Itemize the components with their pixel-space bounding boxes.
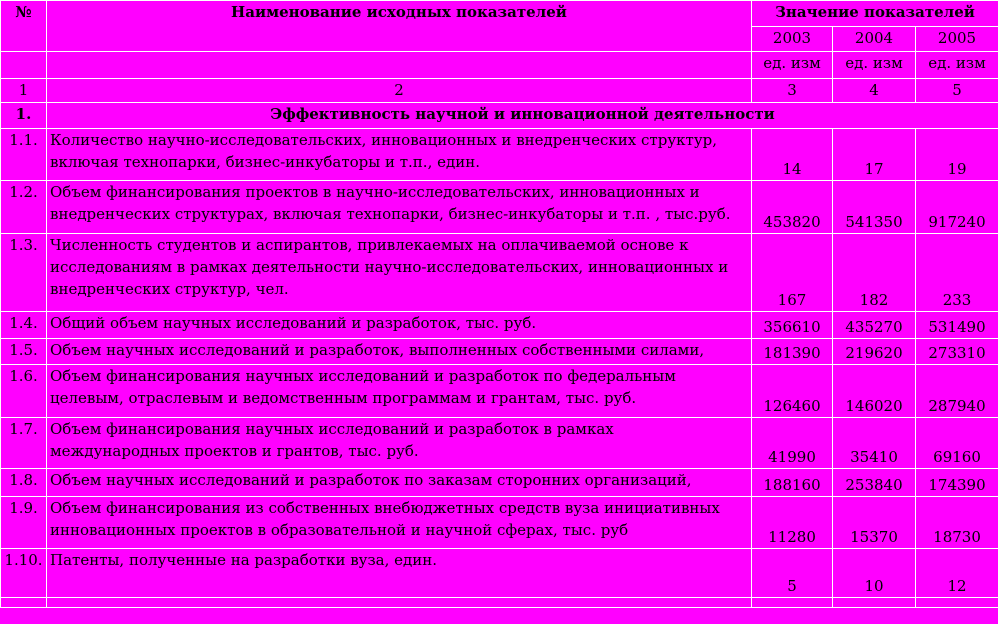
value-2005: 917240 bbox=[916, 181, 998, 234]
table-row-empty bbox=[1, 598, 998, 608]
value-2004: 219620 bbox=[833, 339, 916, 365]
header-no: № bbox=[1, 1, 47, 52]
table-row bbox=[1, 181, 998, 234]
value-2003: 453820 bbox=[752, 181, 833, 234]
row-description-line: исследованиям в рамках деятельности научно-исследовательских, инновационных и bbox=[50, 258, 729, 276]
year-2004: 2004 bbox=[833, 27, 916, 52]
row-description bbox=[47, 181, 752, 234]
index-5: 5 bbox=[916, 79, 998, 103]
row-description bbox=[47, 234, 752, 312]
row-description bbox=[47, 339, 752, 365]
row-description-line: Объем научных исследований и разработок, выполненных собственными силами, bbox=[50, 341, 705, 359]
value-2005: 69160 bbox=[916, 418, 998, 469]
row-number: 1.1. bbox=[1, 129, 47, 181]
units-row bbox=[1, 52, 998, 79]
row-description bbox=[47, 469, 752, 497]
value-2003: 11280 bbox=[752, 497, 833, 549]
row-description-line: Количество научно-исследовательских, инновационных и внедренческих структур, bbox=[50, 131, 718, 149]
value-2003: 167 bbox=[752, 234, 833, 312]
index-2: 2 bbox=[47, 79, 752, 103]
row-description-line: внедренческих структур, чел. bbox=[50, 280, 289, 298]
unit-2004: ед. изм bbox=[833, 52, 916, 79]
index-1: 1 bbox=[1, 79, 47, 103]
value-2005: 531490 bbox=[916, 312, 998, 339]
empty-cell bbox=[1, 598, 47, 608]
value-2004: 435270 bbox=[833, 312, 916, 339]
row-description-line: Общий объем научных исследований и разработок, тыс. руб. bbox=[50, 314, 537, 332]
value-2004: 146020 bbox=[833, 365, 916, 418]
index-4: 4 bbox=[833, 79, 916, 103]
row-description-line: инновационных проектов в образовательной и научной сферах, тыс. руб bbox=[50, 521, 629, 539]
table-row bbox=[1, 129, 998, 181]
row-description-line: Объем научных исследований и разработок по заказам сторонних организаций, bbox=[50, 471, 692, 489]
row-description-line: включая технопарки, бизнес-инкубаторы и т.п., един. bbox=[50, 153, 480, 171]
row-description-line: целевым, отраслевым и ведомственным программам и грантам, тыс. руб. bbox=[50, 389, 637, 407]
empty-cell bbox=[752, 598, 833, 608]
row-description bbox=[47, 312, 752, 339]
row-description bbox=[47, 549, 752, 598]
table-row bbox=[1, 365, 998, 418]
index-3: 3 bbox=[752, 79, 833, 103]
section-no: 1. bbox=[1, 103, 47, 129]
row-number: 1.8. bbox=[1, 469, 47, 497]
row-number: 1.9. bbox=[1, 497, 47, 549]
value-2005: 233 bbox=[916, 234, 998, 312]
row-number: 1.5. bbox=[1, 339, 47, 365]
value-2005: 18730 bbox=[916, 497, 998, 549]
value-2003: 181390 bbox=[752, 339, 833, 365]
table-row bbox=[1, 497, 998, 549]
value-2003: 14 bbox=[752, 129, 833, 181]
row-number: 1.7. bbox=[1, 418, 47, 469]
row-number: 1.2. bbox=[1, 181, 47, 234]
row-number: 1.10. bbox=[1, 549, 47, 598]
value-2004: 182 bbox=[833, 234, 916, 312]
row-description-line: Объем финансирования из собственных внебюджетных средств вуза инициативных bbox=[50, 499, 720, 517]
row-description-line: международных проектов и грантов, тыс. руб. bbox=[50, 442, 419, 460]
value-2005: 174390 bbox=[916, 469, 998, 497]
header-values: Значение показателей bbox=[752, 1, 998, 27]
value-2004: 15370 bbox=[833, 497, 916, 549]
value-2003: 188160 bbox=[752, 469, 833, 497]
value-2003: 41990 bbox=[752, 418, 833, 469]
value-2003: 126460 bbox=[752, 365, 833, 418]
value-2005: 287940 bbox=[916, 365, 998, 418]
year-2005: 2005 bbox=[916, 27, 998, 52]
row-number: 1.4. bbox=[1, 312, 47, 339]
units-empty-name bbox=[47, 52, 752, 79]
table-row bbox=[1, 234, 998, 312]
row-description bbox=[47, 418, 752, 469]
row-number: 1.3. bbox=[1, 234, 47, 312]
row-number: 1.6. bbox=[1, 365, 47, 418]
column-index-row bbox=[1, 79, 998, 103]
table-row bbox=[1, 312, 998, 339]
empty-cell bbox=[916, 598, 998, 608]
header-row bbox=[1, 1, 998, 27]
value-2003: 5 bbox=[752, 549, 833, 598]
header-name: Наименование исходных показателей bbox=[47, 1, 752, 52]
year-2003: 2003 bbox=[752, 27, 833, 52]
value-2004: 35410 bbox=[833, 418, 916, 469]
unit-2005: ед. изм bbox=[916, 52, 998, 79]
row-description bbox=[47, 497, 752, 549]
row-description-line: Численность студентов и аспирантов, привлекаемых на оплачиваемой основе к bbox=[50, 236, 689, 254]
table-row bbox=[1, 469, 998, 497]
section-row bbox=[1, 103, 998, 129]
value-2004: 541350 bbox=[833, 181, 916, 234]
value-2005: 273310 bbox=[916, 339, 998, 365]
value-2004: 253840 bbox=[833, 469, 916, 497]
value-2003: 356610 bbox=[752, 312, 833, 339]
row-description bbox=[47, 365, 752, 418]
empty-cell bbox=[47, 598, 752, 608]
value-2004: 17 bbox=[833, 129, 916, 181]
table-row bbox=[1, 339, 998, 365]
row-description-line: Объем финансирования научных исследований и разработок по федеральным bbox=[50, 367, 676, 385]
row-description-line: Объем финансирования научных исследований и разработок в рамках bbox=[50, 420, 614, 438]
row-description bbox=[47, 129, 752, 181]
value-2005: 19 bbox=[916, 129, 998, 181]
empty-cell bbox=[833, 598, 916, 608]
value-2004: 10 bbox=[833, 549, 916, 598]
row-description-line: внедренческих структурах, включая технопарки, бизнес-инкубаторы и т.п. , тыс.руб. bbox=[50, 205, 731, 223]
row-description-line: Объем финансирования проектов в научно-исследовательских, инновационных и bbox=[50, 183, 700, 201]
value-2005: 12 bbox=[916, 549, 998, 598]
row-description-line: Патенты, полученные на разработки вуза, един. bbox=[50, 551, 438, 569]
section-title: Эффективность научной и инновационной деятельности bbox=[47, 103, 998, 129]
table-row bbox=[1, 418, 998, 469]
unit-2003: ед. изм bbox=[752, 52, 833, 79]
units-empty-no bbox=[1, 52, 47, 79]
table-row bbox=[1, 549, 998, 598]
